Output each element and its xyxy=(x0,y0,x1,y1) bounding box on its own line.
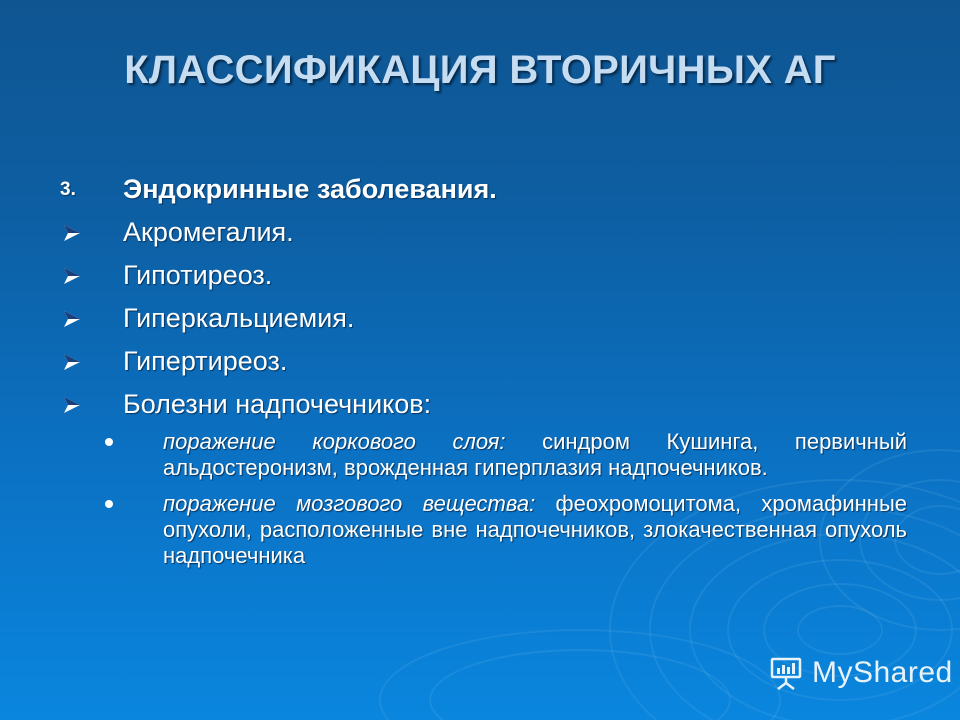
sub-item-text xyxy=(163,491,907,569)
sub-item-lead: поражение коркового слоя: xyxy=(163,429,506,454)
sub-item-body: синдром Кушинга, первичный альдостеронизм, врожденная гиперплазия надпочечников. xyxy=(163,429,907,480)
watermark-text: MyShared xyxy=(812,656,953,689)
classification-list xyxy=(60,168,920,579)
arrow-bullet-icon xyxy=(62,223,82,243)
list-item-label: Гипертиреоз. xyxy=(123,346,288,376)
slide-title: КЛАССИФИКАЦИЯ ВТОРИЧНЫХ АГ xyxy=(124,48,836,92)
sub-list-item xyxy=(60,491,907,569)
arrow-bullet-icon xyxy=(62,309,82,329)
sub-item-body: феохромоцитома, хромафинные опухоли, расположенные вне надпочечников, злокачественная опухоль надпочечника xyxy=(163,491,907,568)
arrow-bullet-icon xyxy=(62,352,82,372)
sub-item-text xyxy=(163,429,907,481)
sub-item-lead: поражение мозгового вещества: xyxy=(163,491,536,516)
sub-list-item xyxy=(60,429,907,481)
list-item-label: Болезни надпочечников: xyxy=(123,389,432,419)
list-item xyxy=(60,211,920,254)
section-number: 3. xyxy=(60,179,76,200)
dot-bullet-icon xyxy=(105,438,113,446)
list-item xyxy=(60,254,920,297)
arrow-bullet-icon xyxy=(62,266,82,286)
list-item-label: Гипотиреоз. xyxy=(123,260,273,290)
section-heading xyxy=(60,168,920,211)
list-item-label: Акромегалия. xyxy=(123,217,294,247)
list-item-label: Гиперкальциемия. xyxy=(123,303,355,333)
presentation-board-icon xyxy=(768,656,804,690)
list-item xyxy=(60,297,920,340)
watermark-logo xyxy=(768,655,953,691)
dot-bullet-icon xyxy=(105,500,113,508)
arrow-bullet-icon xyxy=(62,395,82,415)
list-item xyxy=(60,340,920,383)
adrenal-sublist xyxy=(60,429,920,569)
list-item xyxy=(60,383,920,426)
section-label: Эндокринные заболевания. xyxy=(123,174,497,204)
